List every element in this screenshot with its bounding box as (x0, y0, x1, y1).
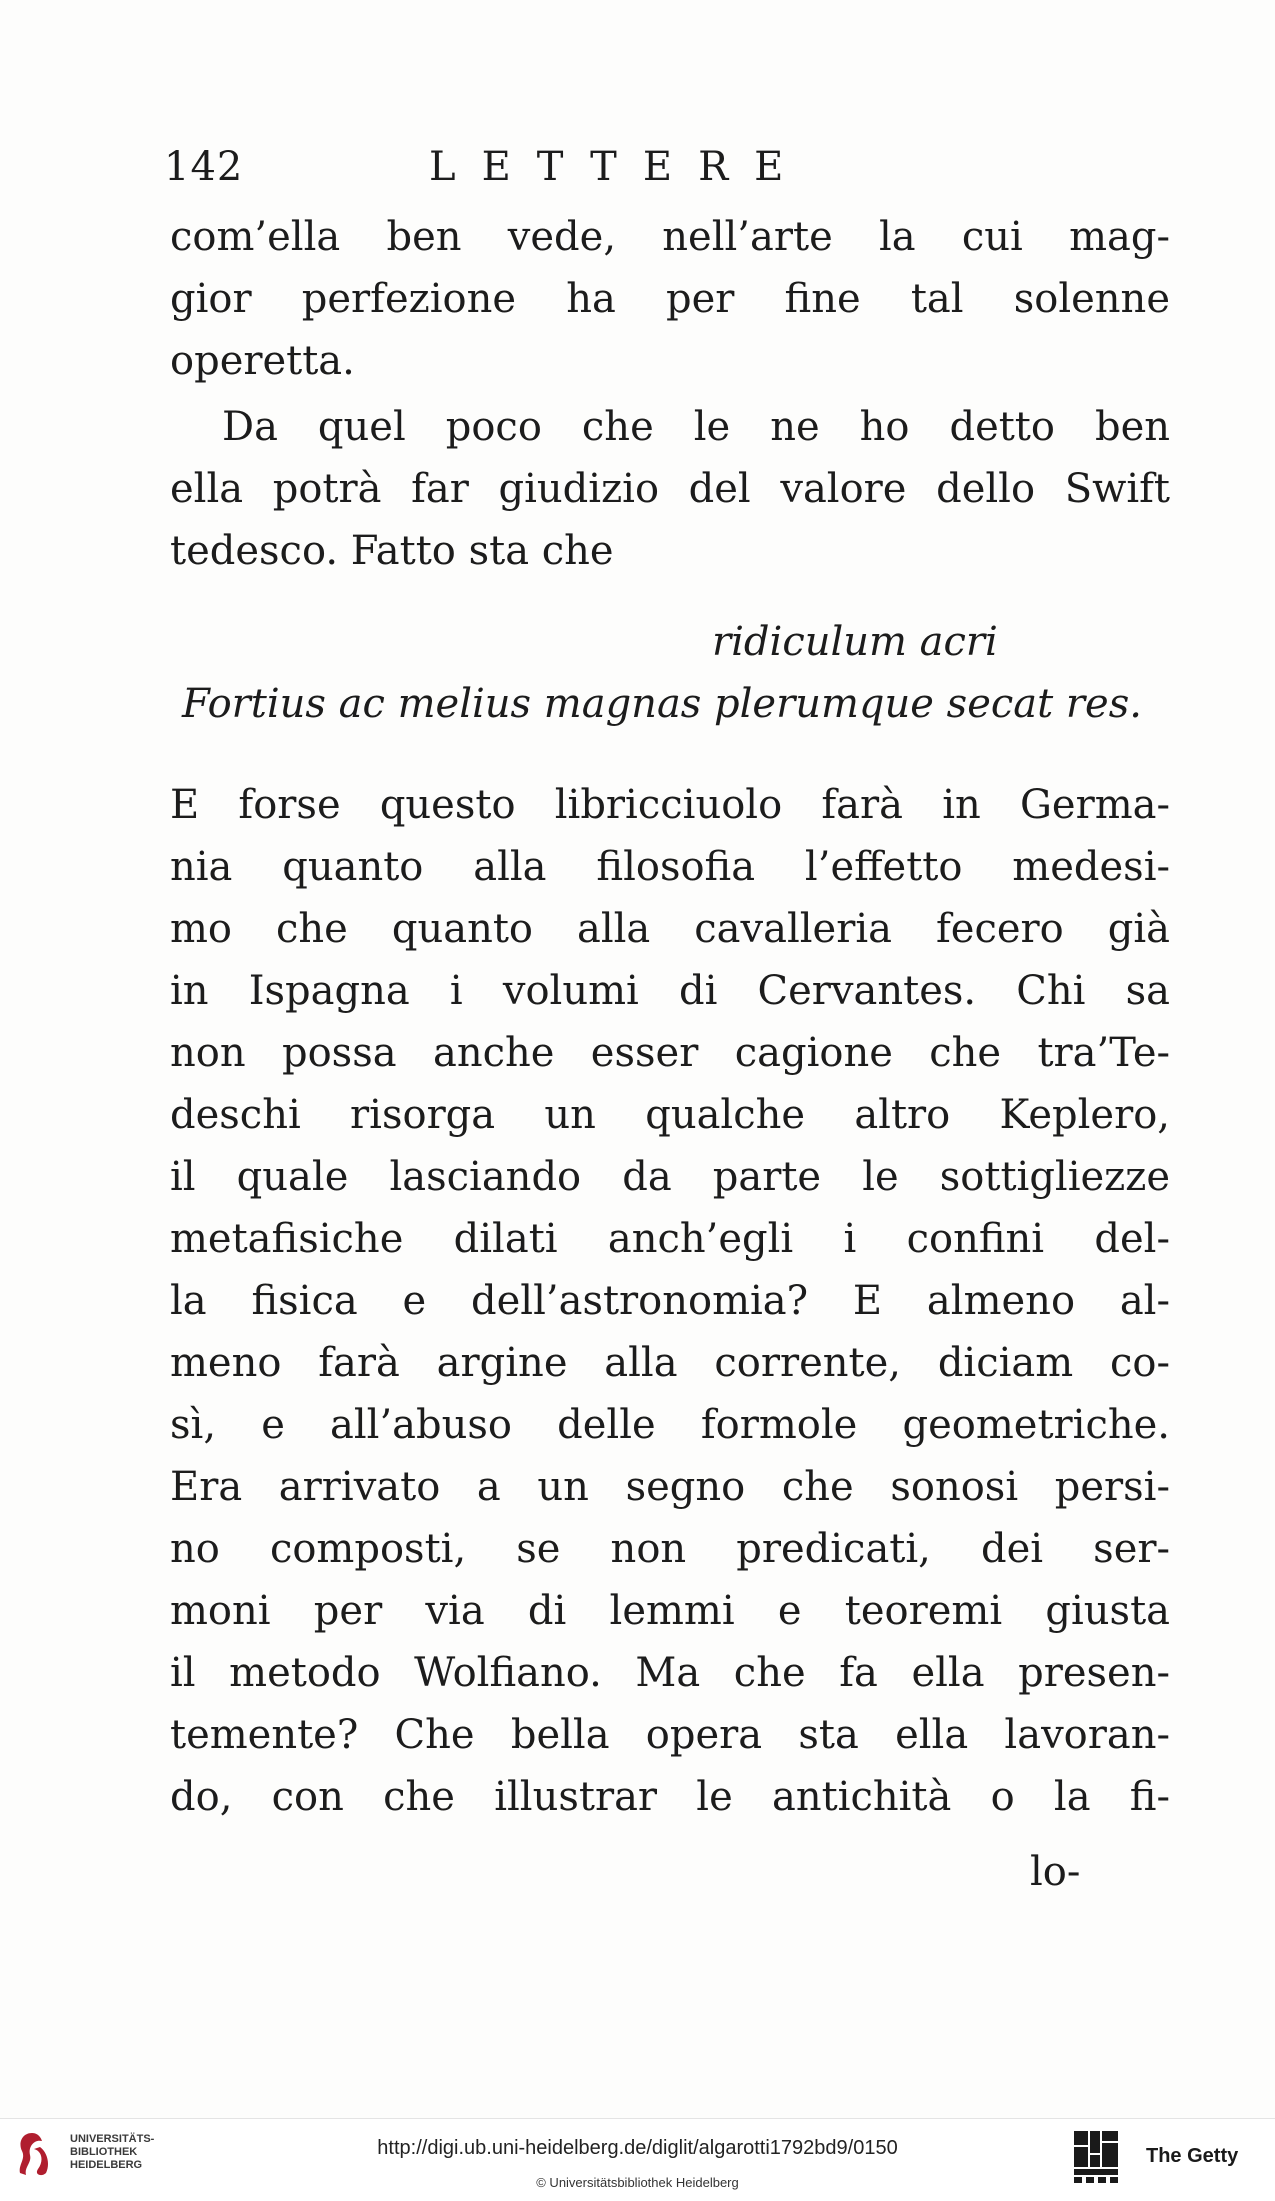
catchword: lo- (1030, 1849, 1081, 1895)
verse-line: ridiculum acri (712, 619, 998, 665)
footer-bar (0, 2118, 1275, 2201)
text-line: Era arrivato a un segno che sonosi persi- (170, 1464, 1170, 1510)
source-url-link[interactable]: http://digi.ub.uni-heidelberg.de/diglit/algarotti1792bd9/0150 (377, 2137, 898, 2159)
text-line: do, con che illustrar le antichità o la fi- (170, 1774, 1170, 1820)
text-line: operetta. (170, 338, 355, 384)
partner-name: The Getty (1146, 2145, 1239, 2167)
library-name-line: HEIDELBERG (70, 2159, 143, 2171)
getty-logo-icon (1072, 2129, 1120, 2185)
text-line: in Ispagna i volumi di Cervantes. Chi sa (170, 968, 1170, 1014)
text-line: metafisiche dilati anch’egli i confini del- (170, 1216, 1170, 1262)
page-header (164, 140, 1174, 200)
text-line: meno farà argine alla corrente, diciam co- (170, 1340, 1170, 1386)
text-line: deschi risorga un qualche altro Keplero, (170, 1092, 1170, 1138)
library-name (70, 2133, 154, 2172)
page-number: 142 (164, 144, 244, 190)
text-line: il quale lasciando da parte le sottigliezze (170, 1154, 1170, 1200)
text-line: tedesco. Fatto sta che (170, 528, 614, 574)
text-line: non possa anche esser cagione che tra’Te- (170, 1030, 1170, 1076)
text-line: temente? Che bella opera sta ella lavoran- (170, 1712, 1170, 1758)
library-name-line: BIBLIOTHEK (70, 2146, 138, 2158)
verse-line: Fortius ac melius magnas plerumque secat res. (182, 681, 1142, 727)
library-name-line: UNIVERSITÄTS- (70, 2133, 155, 2145)
text-line: Da quel poco che le ne ho detto ben (222, 404, 1170, 450)
text-line: mo che quanto alla cavalleria fecero già (170, 906, 1170, 952)
library-logo-icon (12, 2129, 52, 2179)
text-line: com’ella ben vede, nell’arte la cui mag- (170, 214, 1170, 260)
text-line: il metodo Wolfiano. Ma che fa ella presen- (170, 1650, 1170, 1696)
text-line: no composti, se non predicati, dei ser- (170, 1526, 1170, 1572)
text-line: sì, e all’abuso delle formole geometriche. (170, 1402, 1170, 1448)
text-line: la fisica e dell’astronomia? E almeno al- (170, 1278, 1170, 1324)
text-line: nia quanto alla filosofia l’effetto medesi- (170, 844, 1170, 890)
text-line: gior perfezione ha per fine tal solenne (170, 276, 1170, 322)
text-line: ella potrà far giudizio del valore dello Swift (170, 466, 1170, 512)
text-line: E forse questo libricciuolo farà in Germa- (170, 782, 1170, 828)
copyright-notice: © Universitätsbibliothek Heidelberg (536, 2175, 739, 2190)
text-line: moni per via di lemmi e teoremi giusta (170, 1588, 1170, 1634)
running-title: LETTERE (429, 144, 810, 190)
